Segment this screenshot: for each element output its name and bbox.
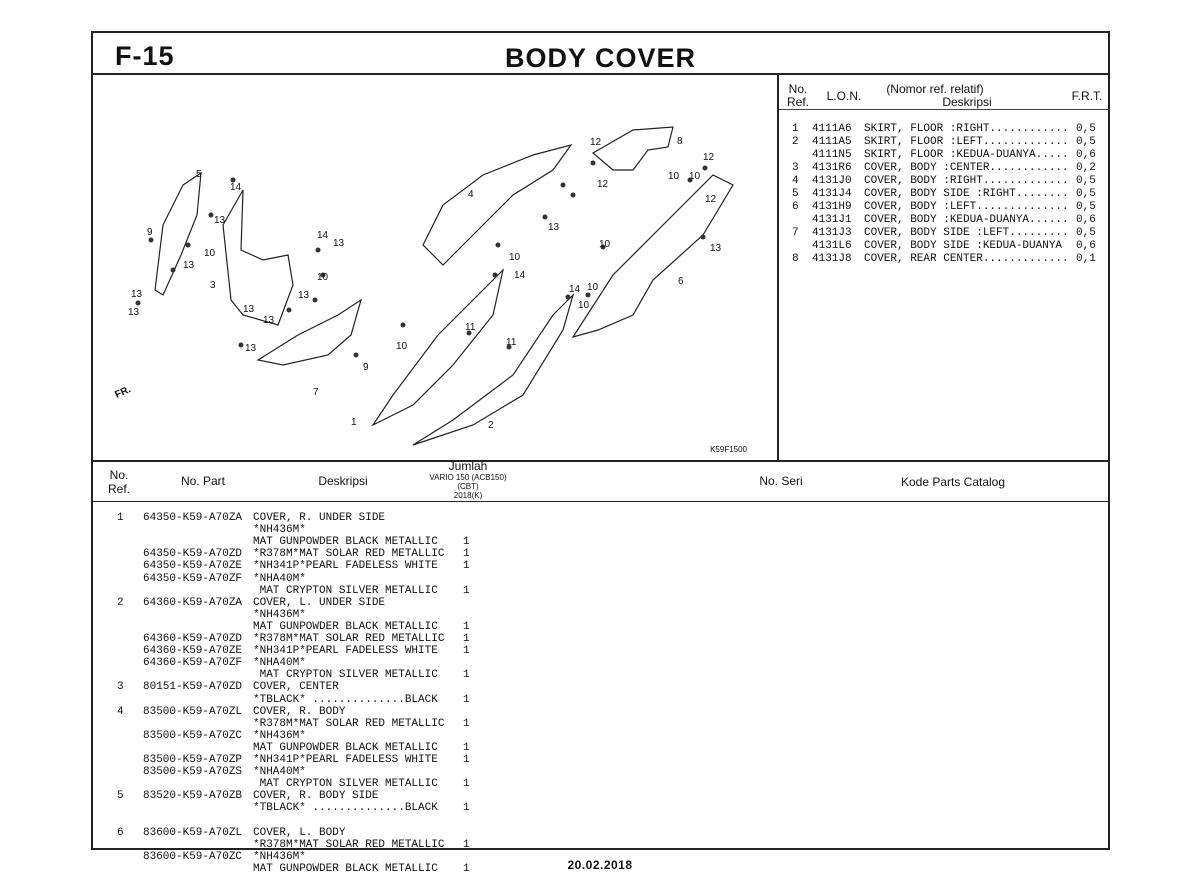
part-1-shape	[373, 270, 503, 425]
col-ref: Ref.	[107, 482, 130, 496]
page-header	[93, 33, 1108, 75]
row-quantity: 1	[463, 717, 470, 730]
ref-lon: 4131J0	[812, 175, 852, 187]
callout-label: 7	[313, 387, 319, 398]
table-row	[93, 694, 1108, 706]
row-description: *TBLACK* ..............BLACK	[253, 693, 438, 706]
row-description: *R378M*MAT SOLAR RED METALLIC	[253, 633, 445, 645]
row-part-number: 83500-K59-A70ZC	[143, 729, 243, 742]
ref-description: COVER, BODY :LEFT..............	[864, 201, 1069, 213]
ref-row	[779, 136, 1110, 149]
callout-label: 10	[204, 248, 216, 259]
row-part-number: 80151-K59-A70ZD	[143, 681, 243, 694]
row-description: *NH341P*PEARL FADELESS WHITE	[253, 754, 438, 766]
callout-label: 11	[506, 337, 517, 348]
row-quantity: 1	[463, 693, 470, 706]
row-quantity: 1	[463, 754, 470, 766]
row-ref: 4	[117, 705, 124, 718]
row-description: COVER, R. BODY SIDE	[253, 790, 379, 803]
row-description: MAT GUNPOWDER BLACK METALLIC	[253, 862, 438, 875]
parts-table-header	[93, 460, 1108, 502]
row-description: COVER, L. BODY	[253, 826, 346, 839]
callout-label: 1	[351, 417, 357, 428]
row-part-number: 64350-K59-A70ZF	[143, 572, 243, 585]
page-date: 20.02.2018	[567, 858, 633, 872]
row-description: COVER, R. UNDER SIDE	[253, 512, 386, 524]
row-description: *R378M*MAT SOLAR RED METALLIC	[253, 548, 445, 561]
row-part-number: 64360-K59-A70ZA	[143, 596, 243, 609]
callout-label: 9	[363, 362, 369, 373]
ref-lon: 4111N5	[812, 149, 852, 161]
ref-description: SKIRT, FLOOR :RIGHT............	[864, 123, 1069, 135]
row-quantity: 1	[463, 645, 470, 658]
ref-number: 2	[792, 136, 799, 148]
table-row	[93, 706, 1108, 718]
ref-header-divider	[779, 109, 1110, 110]
ref-lon: 4131J8	[812, 253, 852, 265]
callout-label: 14	[514, 270, 526, 281]
ref-frt: 0,5	[1076, 136, 1096, 148]
table-row	[93, 827, 1108, 839]
ref-lon: 4131H9	[812, 201, 852, 213]
row-description: *NH436M*	[253, 729, 306, 742]
row-description: *NH436M*	[253, 524, 306, 537]
callout-label: 13	[214, 215, 226, 226]
table-row	[93, 657, 1108, 669]
part-3-shape	[223, 190, 293, 325]
row-description: *NHA40M*	[253, 766, 306, 779]
col-no: No.	[109, 468, 129, 482]
table-row	[93, 839, 1108, 851]
ref-lon: 4111A6	[812, 123, 852, 135]
ref-lon: 4131J3	[812, 227, 852, 239]
row-quantity: 1	[463, 584, 470, 597]
row-part-number: 83500-K59-A70ZS	[143, 766, 243, 779]
callout-label: 10	[509, 252, 521, 263]
row-description: *R378M*MAT SOLAR RED METALLIC	[253, 717, 445, 730]
col-part: No. Part	[180, 474, 225, 488]
row-part-number: 64350-K59-A70ZE	[143, 560, 243, 573]
ref-description: COVER, REAR CENTER.............	[864, 253, 1069, 265]
ref-col-ref: Ref.	[786, 95, 809, 109]
col-model-year: 2018(K)	[453, 491, 483, 500]
row-description: *TBLACK* ..............BLACK	[253, 802, 438, 815]
row-part-number: 64360-K59-A70ZD	[143, 633, 243, 645]
callout-label: 10	[578, 300, 590, 311]
row-description: *NHA40M*	[253, 572, 306, 585]
ref-col-nomor: (Nomor ref. relatif)	[886, 82, 984, 96]
table-row	[93, 621, 1108, 633]
part-8-shape	[593, 127, 673, 170]
parts-illustration	[93, 75, 777, 458]
callout-label: 13	[333, 238, 345, 249]
table-row	[93, 815, 1108, 827]
ref-number: 6	[792, 201, 799, 213]
row-description: *NH341P*PEARL FADELESS WHITE	[253, 560, 438, 573]
row-description: MAT CRYPTON SILVER METALLIC	[253, 669, 438, 682]
callout-label: 2	[488, 420, 494, 431]
callout-label: 10	[396, 341, 408, 352]
callout-label: 14	[230, 182, 242, 193]
col-seri: No. Seri	[759, 474, 803, 488]
row-part-number: 64350-K59-A70ZA	[143, 512, 243, 524]
ref-col-no: No.	[788, 82, 808, 96]
row-quantity: 1	[463, 862, 470, 875]
callout-label: 13	[245, 343, 257, 354]
row-description: COVER, R. BODY	[253, 705, 346, 718]
ref-col-desc: Deskripsi	[942, 95, 992, 109]
callout-label: 12	[703, 152, 715, 163]
ref-description: COVER, BODY SIDE :RIGHT........	[864, 188, 1069, 200]
callout-label: 10	[689, 171, 701, 182]
row-quantity: 1	[463, 620, 470, 633]
ref-description: SKIRT, FLOOR :LEFT.............	[864, 136, 1069, 148]
ref-frt: 0,2	[1076, 162, 1096, 174]
row-description: MAT CRYPTON SILVER METALLIC	[253, 584, 438, 597]
table-row	[93, 536, 1108, 548]
table-row	[93, 573, 1108, 585]
table-row	[93, 609, 1108, 621]
ref-number: 8	[792, 253, 799, 265]
col-model-code: (CBT)	[457, 482, 479, 491]
row-part-number: 64360-K59-A70ZE	[143, 645, 243, 658]
table-row	[93, 766, 1108, 778]
ref-col-lon: L.O.N.	[826, 89, 862, 103]
callout-label: 12	[597, 179, 609, 190]
ref-description: COVER, BODY SIDE :LEFT.........	[864, 227, 1069, 239]
row-ref: 3	[117, 681, 124, 694]
row-quantity: 1	[463, 838, 470, 851]
ref-row	[779, 149, 1110, 162]
row-quantity: 1	[463, 669, 470, 682]
callout-label: 3	[210, 280, 216, 291]
table-row	[93, 597, 1108, 609]
row-part-number: 83500-K59-A70ZL	[143, 705, 243, 718]
ref-frt: 0,5	[1076, 188, 1096, 200]
ref-row	[779, 175, 1110, 188]
ref-row	[779, 214, 1110, 227]
ref-frt: 0,5	[1076, 201, 1096, 213]
table-row	[93, 645, 1108, 657]
row-part-number: 83500-K59-A70ZP	[143, 754, 243, 766]
callout-label: 10	[599, 239, 611, 250]
table-row	[93, 633, 1108, 645]
callout-label: 14	[317, 230, 329, 241]
row-part-number: 83600-K59-A70ZL	[143, 826, 243, 839]
col-desc: Deskripsi	[318, 474, 368, 488]
callout-label: 8	[677, 136, 683, 147]
exploded-diagram	[93, 75, 779, 460]
ref-description: COVER, BODY SIDE :KEDUA-DUANYA	[864, 240, 1063, 252]
ref-row	[779, 188, 1110, 201]
callout-label: 13	[128, 307, 140, 318]
row-ref: 6	[117, 826, 124, 839]
callout-label: 13	[183, 260, 195, 271]
callout-label: 6	[678, 276, 684, 287]
row-quantity: 1	[463, 741, 470, 754]
callout-label: 13	[298, 290, 310, 301]
ref-row	[779, 253, 1110, 266]
table-row	[93, 669, 1108, 681]
callout-label: 10	[317, 272, 329, 283]
row-description: MAT GUNPOWDER BLACK METALLIC	[253, 536, 438, 549]
part-7-shape	[258, 300, 361, 365]
col-jumlah: Jumlah	[448, 459, 488, 473]
table-row	[93, 790, 1108, 802]
table-row	[93, 681, 1108, 693]
row-quantity: 1	[463, 560, 470, 573]
row-quantity: 1	[463, 536, 470, 549]
ref-number: 4	[792, 175, 799, 187]
ref-description: COVER, BODY :CENTER............	[864, 162, 1069, 174]
row-part-number: 83520-K59-A70ZB	[143, 790, 243, 803]
ref-number: 3	[792, 162, 799, 174]
page-title: BODY COVER	[504, 43, 697, 73]
ref-frt: 0,6	[1076, 240, 1096, 252]
ref-number: 1	[792, 123, 799, 135]
table-row	[93, 512, 1108, 524]
ref-description: SKIRT, FLOOR :KEDUA-DUANYA.....	[864, 149, 1069, 161]
front-direction-label: FR.	[113, 384, 133, 401]
row-ref: 2	[117, 596, 124, 609]
callout-label: 13	[263, 315, 275, 326]
row-description: COVER, CENTER	[253, 681, 339, 694]
row-description: *R378M*MAT SOLAR RED METALLIC	[253, 838, 445, 851]
callout-label: 12	[705, 194, 717, 205]
row-description: *NH436M*	[253, 608, 306, 621]
ref-lon: 4131L6	[812, 240, 852, 252]
row-description: COVER, L. UNDER SIDE	[253, 596, 386, 609]
ref-row	[779, 227, 1110, 240]
row-description: *NH341P*PEARL FADELESS WHITE	[253, 645, 438, 658]
row-description: *NHA40M*	[253, 657, 306, 670]
callout-label: 10	[587, 282, 599, 293]
row-part-number: 64360-K59-A70ZF	[143, 657, 243, 670]
ref-frt: 0,5	[1076, 227, 1096, 239]
ref-row	[779, 240, 1110, 253]
ref-lon: 4111A5	[812, 136, 852, 148]
ref-lon: 4131R6	[812, 162, 852, 174]
callout-label: 5	[196, 169, 202, 180]
callout-label: 10	[668, 171, 680, 182]
ref-lon: 4131J1	[812, 214, 852, 226]
ref-number: 5	[792, 188, 799, 200]
ref-frt: 0,6	[1076, 214, 1096, 226]
ref-description: COVER, BODY :KEDUA-DUANYA......	[864, 214, 1069, 226]
row-description: MAT CRYPTON SILVER METALLIC	[253, 778, 438, 791]
table-row	[93, 548, 1108, 560]
row-ref: 5	[117, 790, 124, 803]
row-description: *NH436M*	[253, 850, 306, 863]
ref-frt: 0,5	[1076, 175, 1096, 187]
row-description: MAT GUNPOWDER BLACK METALLIC	[253, 620, 438, 633]
row-quantity: 1	[463, 802, 470, 815]
part-5-shape	[155, 173, 201, 295]
table-row	[93, 524, 1108, 536]
callout-label: 13	[243, 304, 255, 315]
callout-label: 14	[569, 284, 581, 295]
section-code: F-15	[115, 41, 175, 71]
ref-frt: 0,1	[1076, 253, 1096, 265]
drawing-code: K59F1500	[710, 445, 747, 454]
ref-description: COVER, BODY :RIGHT.............	[864, 175, 1069, 187]
row-quantity: 1	[463, 548, 470, 561]
row-part-number: 64350-K59-A70ZD	[143, 548, 243, 561]
row-quantity: 1	[463, 778, 470, 791]
ref-frt: 0,6	[1076, 149, 1096, 161]
callout-label: 11	[465, 322, 476, 333]
row-ref: 1	[117, 512, 124, 524]
ref-table	[779, 75, 1110, 460]
row-part-number: 83600-K59-A70ZC	[143, 850, 243, 863]
table-row	[93, 718, 1108, 730]
col-catalog: Kode Parts Catalog	[900, 475, 1006, 489]
table-row	[93, 778, 1108, 790]
callout-label: 13	[131, 289, 143, 300]
ref-number: 7	[792, 227, 799, 239]
ref-frt: 0,5	[1076, 123, 1096, 135]
table-row	[93, 730, 1108, 742]
callout-label: 13	[548, 222, 560, 233]
col-model-name: VARIO 150 (ACB150)	[429, 473, 507, 482]
callout-label: 4	[468, 189, 474, 200]
table-row	[93, 560, 1108, 572]
ref-row	[779, 162, 1110, 175]
row-quantity: 1	[463, 633, 470, 645]
row-description: MAT GUNPOWDER BLACK METALLIC	[253, 741, 438, 754]
table-row	[93, 585, 1108, 597]
ref-row	[779, 201, 1110, 214]
table-row	[93, 802, 1108, 814]
ref-col-frt: F.R.T.	[1071, 89, 1103, 103]
ref-lon: 4131J4	[812, 188, 852, 200]
callout-label: 9	[147, 227, 153, 238]
ref-row	[779, 123, 1110, 136]
callout-label: 12	[590, 137, 602, 148]
callout-label: 13	[710, 243, 722, 254]
table-row	[93, 754, 1108, 766]
table-row	[93, 742, 1108, 754]
